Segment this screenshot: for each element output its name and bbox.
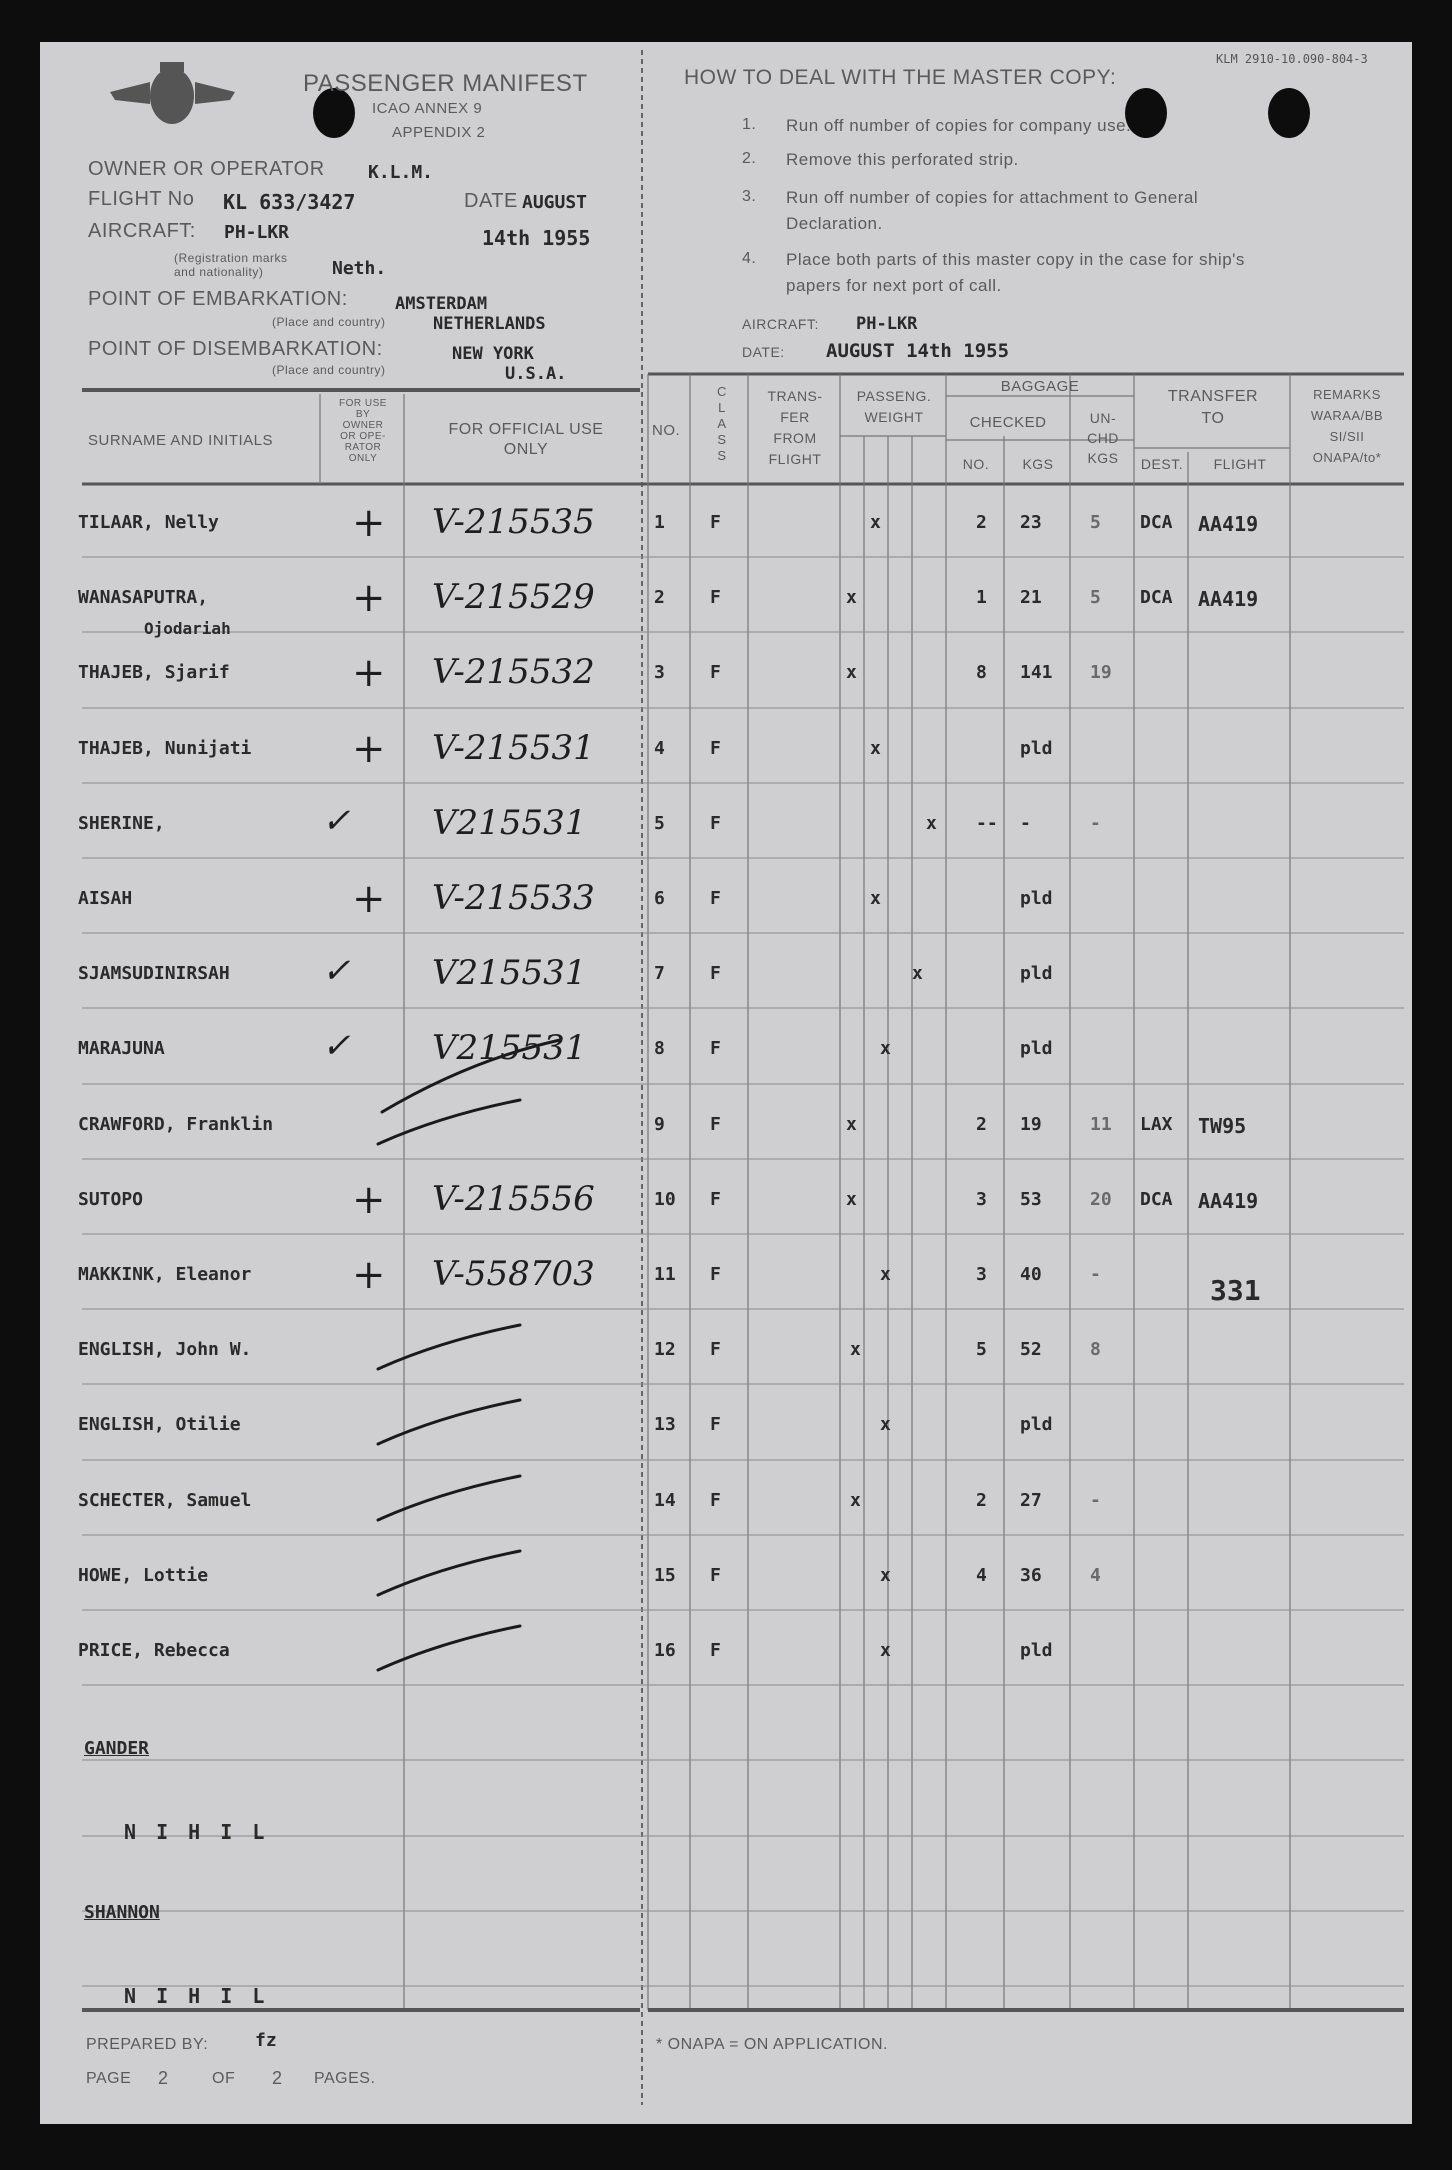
instruction-number: 1.	[742, 116, 757, 133]
owner-check-mark: +	[352, 1252, 386, 1298]
table-row	[0, 1553, 1452, 1613]
weight-mark: x	[846, 662, 857, 683]
page-total: 2	[272, 2068, 283, 2088]
col-baggage: BAGGAGE	[1000, 378, 1080, 395]
class-code: F	[710, 1490, 721, 1511]
header-line: S	[717, 432, 727, 447]
col-official-use	[406, 420, 646, 460]
header-line: SI/SII	[1329, 429, 1365, 444]
class-code: F	[710, 813, 721, 834]
stop-label: GANDER	[84, 1738, 150, 1759]
row-number: 9	[654, 1114, 665, 1135]
weight-mark: x	[846, 587, 857, 608]
weight-mark: x	[870, 738, 881, 759]
header-line: C	[717, 384, 727, 399]
official-use-number: V-215533	[432, 878, 595, 918]
unchecked-kgs: -	[1090, 813, 1101, 834]
row-number: 15	[654, 1565, 676, 1586]
bag-count: 5	[976, 1339, 987, 1360]
class-code: F	[710, 963, 721, 984]
header-line: A	[717, 416, 727, 431]
date-value-2: 14th 1955	[482, 226, 591, 250]
right-date-label: DATE:	[742, 344, 785, 360]
weight-mark: x	[912, 963, 923, 984]
disembarkation-value-1: NEW YORK	[452, 344, 534, 364]
instruction-text: Run off number of copies for attachment to General	[786, 188, 1199, 207]
row-number: 14	[654, 1490, 676, 1511]
weight-mark: x	[880, 1640, 891, 1661]
class-code: F	[710, 1038, 721, 1059]
class-code: F	[710, 1565, 721, 1586]
bag-kgs: 40	[1020, 1264, 1042, 1285]
prepared-by-label: PREPARED BY:	[86, 2036, 209, 2053]
header-line: WARAA/BB	[1310, 408, 1384, 423]
row-number: 11	[654, 1264, 676, 1285]
bag-count: 2	[976, 1490, 987, 1511]
table-row	[0, 801, 1452, 861]
bag-kgs: pld	[1020, 738, 1053, 759]
header-line: FOR OFFICIAL USE	[448, 421, 604, 438]
owner-label: OWNER OR OPERATOR	[88, 158, 325, 180]
passenger-name: CRAWFORD, Franklin	[78, 1114, 274, 1135]
of-label: OF	[212, 2070, 236, 2087]
transfer-flight: AA419	[1198, 512, 1259, 536]
header-line: WEIGHT	[864, 409, 924, 425]
table-row	[0, 1628, 1452, 1688]
row-number: 10	[654, 1189, 676, 1210]
unchecked-kgs: 4	[1090, 1565, 1101, 1586]
col-bag-no: NO.	[962, 456, 990, 472]
col-transfer-from	[750, 386, 840, 470]
col-remarks	[1292, 384, 1402, 468]
embarkation-place-note: (Place and country)	[272, 315, 386, 329]
bag-count: 8	[976, 662, 987, 683]
bag-count: --	[976, 813, 998, 834]
onapa-note: * ONAPA = ON APPLICATION.	[656, 2036, 888, 2053]
weight-mark: x	[870, 888, 881, 909]
official-use-number: V-215556	[432, 1179, 595, 1219]
unchecked-kgs: 5	[1090, 587, 1101, 608]
row-number: 12	[654, 1339, 676, 1360]
class-code: F	[710, 1114, 721, 1135]
page-number: 2	[158, 2068, 169, 2088]
passenger-name: SHERINE,	[78, 813, 165, 834]
table-row	[0, 650, 1452, 710]
row-number: 13	[654, 1414, 676, 1435]
owner-check-mark: +	[352, 876, 386, 922]
embarkation-label: POINT OF EMBARKATION:	[88, 288, 348, 310]
row-number: 6	[654, 888, 665, 909]
transfer-dest: LAX	[1140, 1114, 1173, 1135]
class-code: F	[710, 1264, 721, 1285]
date-label: DATE	[464, 190, 518, 212]
aircraft-label: AIRCRAFT:	[88, 220, 196, 242]
table-row	[0, 1327, 1452, 1387]
bag-kgs: 21	[1020, 587, 1042, 608]
instruction-number: 4.	[742, 250, 757, 267]
weight-mark: x	[850, 1490, 861, 1511]
class-code: F	[710, 738, 721, 759]
flight-label: FLIGHT No	[88, 188, 195, 210]
unchecked-kgs: -	[1090, 1264, 1101, 1285]
annex-label: ICAO ANNEX 9	[372, 100, 483, 117]
weight-mark: x	[880, 1414, 891, 1435]
header-line: RATOR	[344, 442, 382, 453]
embarkation-value-2: NETHERLANDS	[433, 314, 546, 334]
official-use-number: V-215535	[432, 502, 595, 542]
col-flight: FLIGHT	[1213, 456, 1267, 472]
table-row	[0, 726, 1452, 786]
class-code: F	[710, 587, 721, 608]
page-title: PASSENGER MANIFEST	[303, 70, 588, 97]
table-row	[0, 1252, 1452, 1312]
embarkation-value-1: AMSTERDAM	[395, 294, 488, 314]
table-row	[0, 1478, 1452, 1538]
row-number: 7	[654, 963, 665, 984]
transfer-flight: TW95	[1198, 1114, 1247, 1138]
official-use-number: V215531	[432, 953, 587, 993]
table-row	[0, 951, 1452, 1011]
page-label: PAGE	[86, 2070, 132, 2087]
class-code: F	[710, 1640, 721, 1661]
table-row	[0, 1402, 1452, 1462]
col-bag-kgs: KGS	[1022, 456, 1054, 472]
table-row	[0, 1102, 1452, 1162]
bag-kgs: pld	[1020, 888, 1053, 909]
header-line: REMARKS	[1313, 387, 1381, 402]
col-surname: SURNAME AND INITIALS	[88, 432, 274, 449]
weight-mark: x	[880, 1264, 891, 1285]
instructions-title: HOW TO DEAL WITH THE MASTER COPY:	[684, 66, 1117, 89]
header-line: BY	[355, 409, 371, 420]
unchecked-kgs: -	[1090, 1490, 1101, 1511]
header-line: FOR USE	[339, 398, 387, 409]
passenger-name: TILAAR, Nelly	[78, 512, 219, 533]
bag-kgs: 23	[1020, 512, 1042, 533]
bag-kgs: 36	[1020, 1565, 1042, 1586]
row-number: 16	[654, 1640, 676, 1661]
passenger-name: HOWE, Lottie	[78, 1565, 209, 1586]
stop-value: N I H I L	[124, 1820, 269, 1844]
passenger-name: PRICE, Rebecca	[78, 1640, 230, 1661]
bag-count: 3	[976, 1264, 987, 1285]
header-line: ONAPA/to*	[1312, 450, 1382, 465]
transfer-flight: AA419	[1198, 1189, 1259, 1213]
right-aircraft-value: PH-LKR	[856, 314, 918, 334]
header-line: ONLY	[348, 453, 378, 464]
header-line: TRANSFER	[1167, 388, 1259, 405]
owner-check-mark: +	[352, 650, 386, 696]
table-row	[0, 876, 1452, 936]
bag-count: 2	[976, 1114, 987, 1135]
header-line: L	[718, 400, 726, 415]
passenger-name: SCHECTER, Samuel	[78, 1490, 252, 1511]
remark-number: 331	[1210, 1274, 1261, 1307]
col-class	[712, 384, 732, 464]
class-code: F	[710, 888, 721, 909]
weight-mark: x	[870, 512, 881, 533]
class-code: F	[710, 1189, 721, 1210]
row-number: 4	[654, 738, 665, 759]
passenger-name: WANASAPUTRA,	[78, 587, 209, 608]
instruction-text: Declaration.	[786, 214, 883, 233]
header-line: FROM	[773, 430, 817, 446]
owner-check-mark: +	[352, 726, 386, 772]
bag-kgs: 19	[1020, 1114, 1042, 1135]
col-owner-use	[322, 398, 404, 464]
official-use-number: V-215532	[432, 652, 595, 692]
class-code: F	[710, 1339, 721, 1360]
weight-mark: x	[846, 1114, 857, 1135]
passenger-name: SUTOPO	[78, 1189, 144, 1210]
bag-count: 1	[976, 587, 987, 608]
col-transfer-to	[1136, 386, 1290, 430]
instruction-text: Remove this perforated strip.	[786, 150, 1019, 169]
header-line: CHD	[1087, 430, 1119, 446]
weight-mark: x	[846, 1189, 857, 1210]
header-line: KGS	[1087, 450, 1119, 466]
header-line: OR OPE-	[340, 431, 386, 442]
row-number: 2	[654, 587, 665, 608]
row-number: 1	[654, 512, 665, 533]
weight-mark: x	[880, 1038, 891, 1059]
header-line: PASSENG.	[856, 388, 932, 404]
header-line: S	[717, 448, 727, 463]
right-aircraft-label: AIRCRAFT:	[742, 316, 819, 332]
unchecked-kgs: 19	[1090, 662, 1112, 683]
official-use-number: V-558703	[432, 1254, 595, 1294]
weight-mark: x	[850, 1339, 861, 1360]
transfer-flight: AA419	[1198, 587, 1259, 611]
passenger-name: SJAMSUDINIRSAH	[78, 963, 230, 984]
registration-note-1: (Registration marks	[174, 251, 288, 265]
header-line: TO	[1201, 410, 1225, 427]
bag-kgs: pld	[1020, 1038, 1053, 1059]
transfer-dest: DCA	[1140, 587, 1173, 608]
prepared-by-value: fz	[255, 2030, 277, 2051]
bag-kgs: pld	[1020, 1640, 1053, 1661]
owner-check-mark: ✓	[322, 801, 351, 841]
row-number: 8	[654, 1038, 665, 1059]
header-line: FLIGHT	[768, 451, 822, 467]
weight-mark: x	[880, 1565, 891, 1586]
passenger-name: ENGLISH, Otilie	[78, 1414, 241, 1435]
disembarkation-place-note: (Place and country)	[272, 363, 386, 377]
weight-mark: x	[926, 813, 937, 834]
appendix-label: APPENDIX 2	[392, 124, 486, 141]
stop-label: SHANNON	[84, 1902, 160, 1923]
bag-count: 3	[976, 1189, 987, 1210]
passenger-name: MAKKINK, Eleanor	[78, 1264, 252, 1285]
bag-count: 4	[976, 1565, 987, 1586]
table-row	[0, 575, 1452, 638]
header-line: OWNER	[342, 420, 384, 431]
registration-note-2: and nationality)	[174, 265, 264, 279]
class-code: F	[710, 512, 721, 533]
date-value-1: AUGUST	[522, 192, 588, 213]
row-number: 5	[654, 813, 665, 834]
transfer-dest: DCA	[1140, 1189, 1173, 1210]
table-row	[0, 500, 1452, 560]
disembarkation-value-2: U.S.A.	[505, 364, 567, 384]
bag-count: 2	[976, 512, 987, 533]
header-line: TRANS-	[767, 388, 823, 404]
bag-kgs: 53	[1020, 1189, 1042, 1210]
instruction-text: Place both parts of this master copy in the case for ship's	[786, 250, 1245, 269]
bag-kgs: 52	[1020, 1339, 1042, 1360]
owner-value: K.L.M.	[368, 162, 434, 183]
passenger-name: AISAH	[78, 888, 133, 909]
passenger-name: MARAJUNA	[78, 1038, 165, 1059]
bag-kgs: pld	[1020, 963, 1053, 984]
passenger-name-cont: Ojodariah	[144, 619, 231, 638]
bag-kgs: -	[1020, 813, 1031, 834]
instruction-number: 2.	[742, 150, 757, 167]
unchecked-kgs: 20	[1090, 1189, 1112, 1210]
pages-label: PAGES.	[314, 2070, 376, 2087]
flight-value: KL 633/3427	[223, 190, 356, 214]
col-dest: DEST.	[1140, 456, 1184, 472]
passenger-name: THAJEB, Sjarif	[78, 662, 230, 683]
class-code: F	[710, 662, 721, 683]
table-row	[0, 1177, 1452, 1237]
unchecked-kgs: 11	[1090, 1114, 1112, 1135]
owner-check-mark: ✓	[322, 1026, 351, 1066]
passenger-name: THAJEB, Nunijati	[78, 738, 252, 759]
row-number: 3	[654, 662, 665, 683]
official-use-number: V-215531	[432, 728, 595, 768]
bag-kgs: 141	[1020, 662, 1053, 683]
owner-check-mark: +	[352, 575, 386, 621]
instruction-number: 3.	[742, 188, 757, 205]
instruction-text: papers for next port of call.	[786, 276, 1002, 295]
aircraft-value: PH-LKR	[224, 222, 290, 243]
form-number: KLM 2910-10.090-804-3	[1216, 52, 1368, 66]
disembarkation-label: POINT OF DISEMBARKATION:	[88, 338, 383, 360]
header-line: ONLY	[503, 441, 549, 458]
col-unchecked	[1072, 408, 1134, 468]
bag-kgs: pld	[1020, 1414, 1053, 1435]
unchecked-kgs: 5	[1090, 512, 1101, 533]
bag-kgs: 27	[1020, 1490, 1042, 1511]
klm-logo	[110, 62, 235, 124]
owner-check-mark: +	[352, 500, 386, 546]
header-line: UN-	[1089, 410, 1117, 426]
official-use-number: V-215529	[432, 577, 595, 617]
class-code: F	[710, 1414, 721, 1435]
transfer-dest: DCA	[1140, 512, 1173, 533]
right-date-value: AUGUST 14th 1955	[826, 340, 1010, 362]
table-row	[0, 1026, 1452, 1086]
owner-check-mark: +	[352, 1177, 386, 1223]
unchecked-kgs: 8	[1090, 1339, 1101, 1360]
col-passenger-weight	[842, 386, 946, 428]
owner-check-mark: ✓	[322, 951, 351, 991]
header-line: FER	[780, 409, 810, 425]
official-use-number: V215531	[432, 803, 587, 843]
instruction-text: Run off number of copies for company use.	[786, 116, 1132, 135]
nationality-value: Neth.	[332, 258, 387, 279]
col-checked: CHECKED	[969, 414, 1047, 431]
stop-value: N I H I L	[124, 1984, 269, 2008]
official-use-number: V215531	[432, 1028, 587, 1068]
passenger-name: ENGLISH, John W.	[78, 1339, 252, 1360]
col-no: NO.	[652, 422, 681, 439]
